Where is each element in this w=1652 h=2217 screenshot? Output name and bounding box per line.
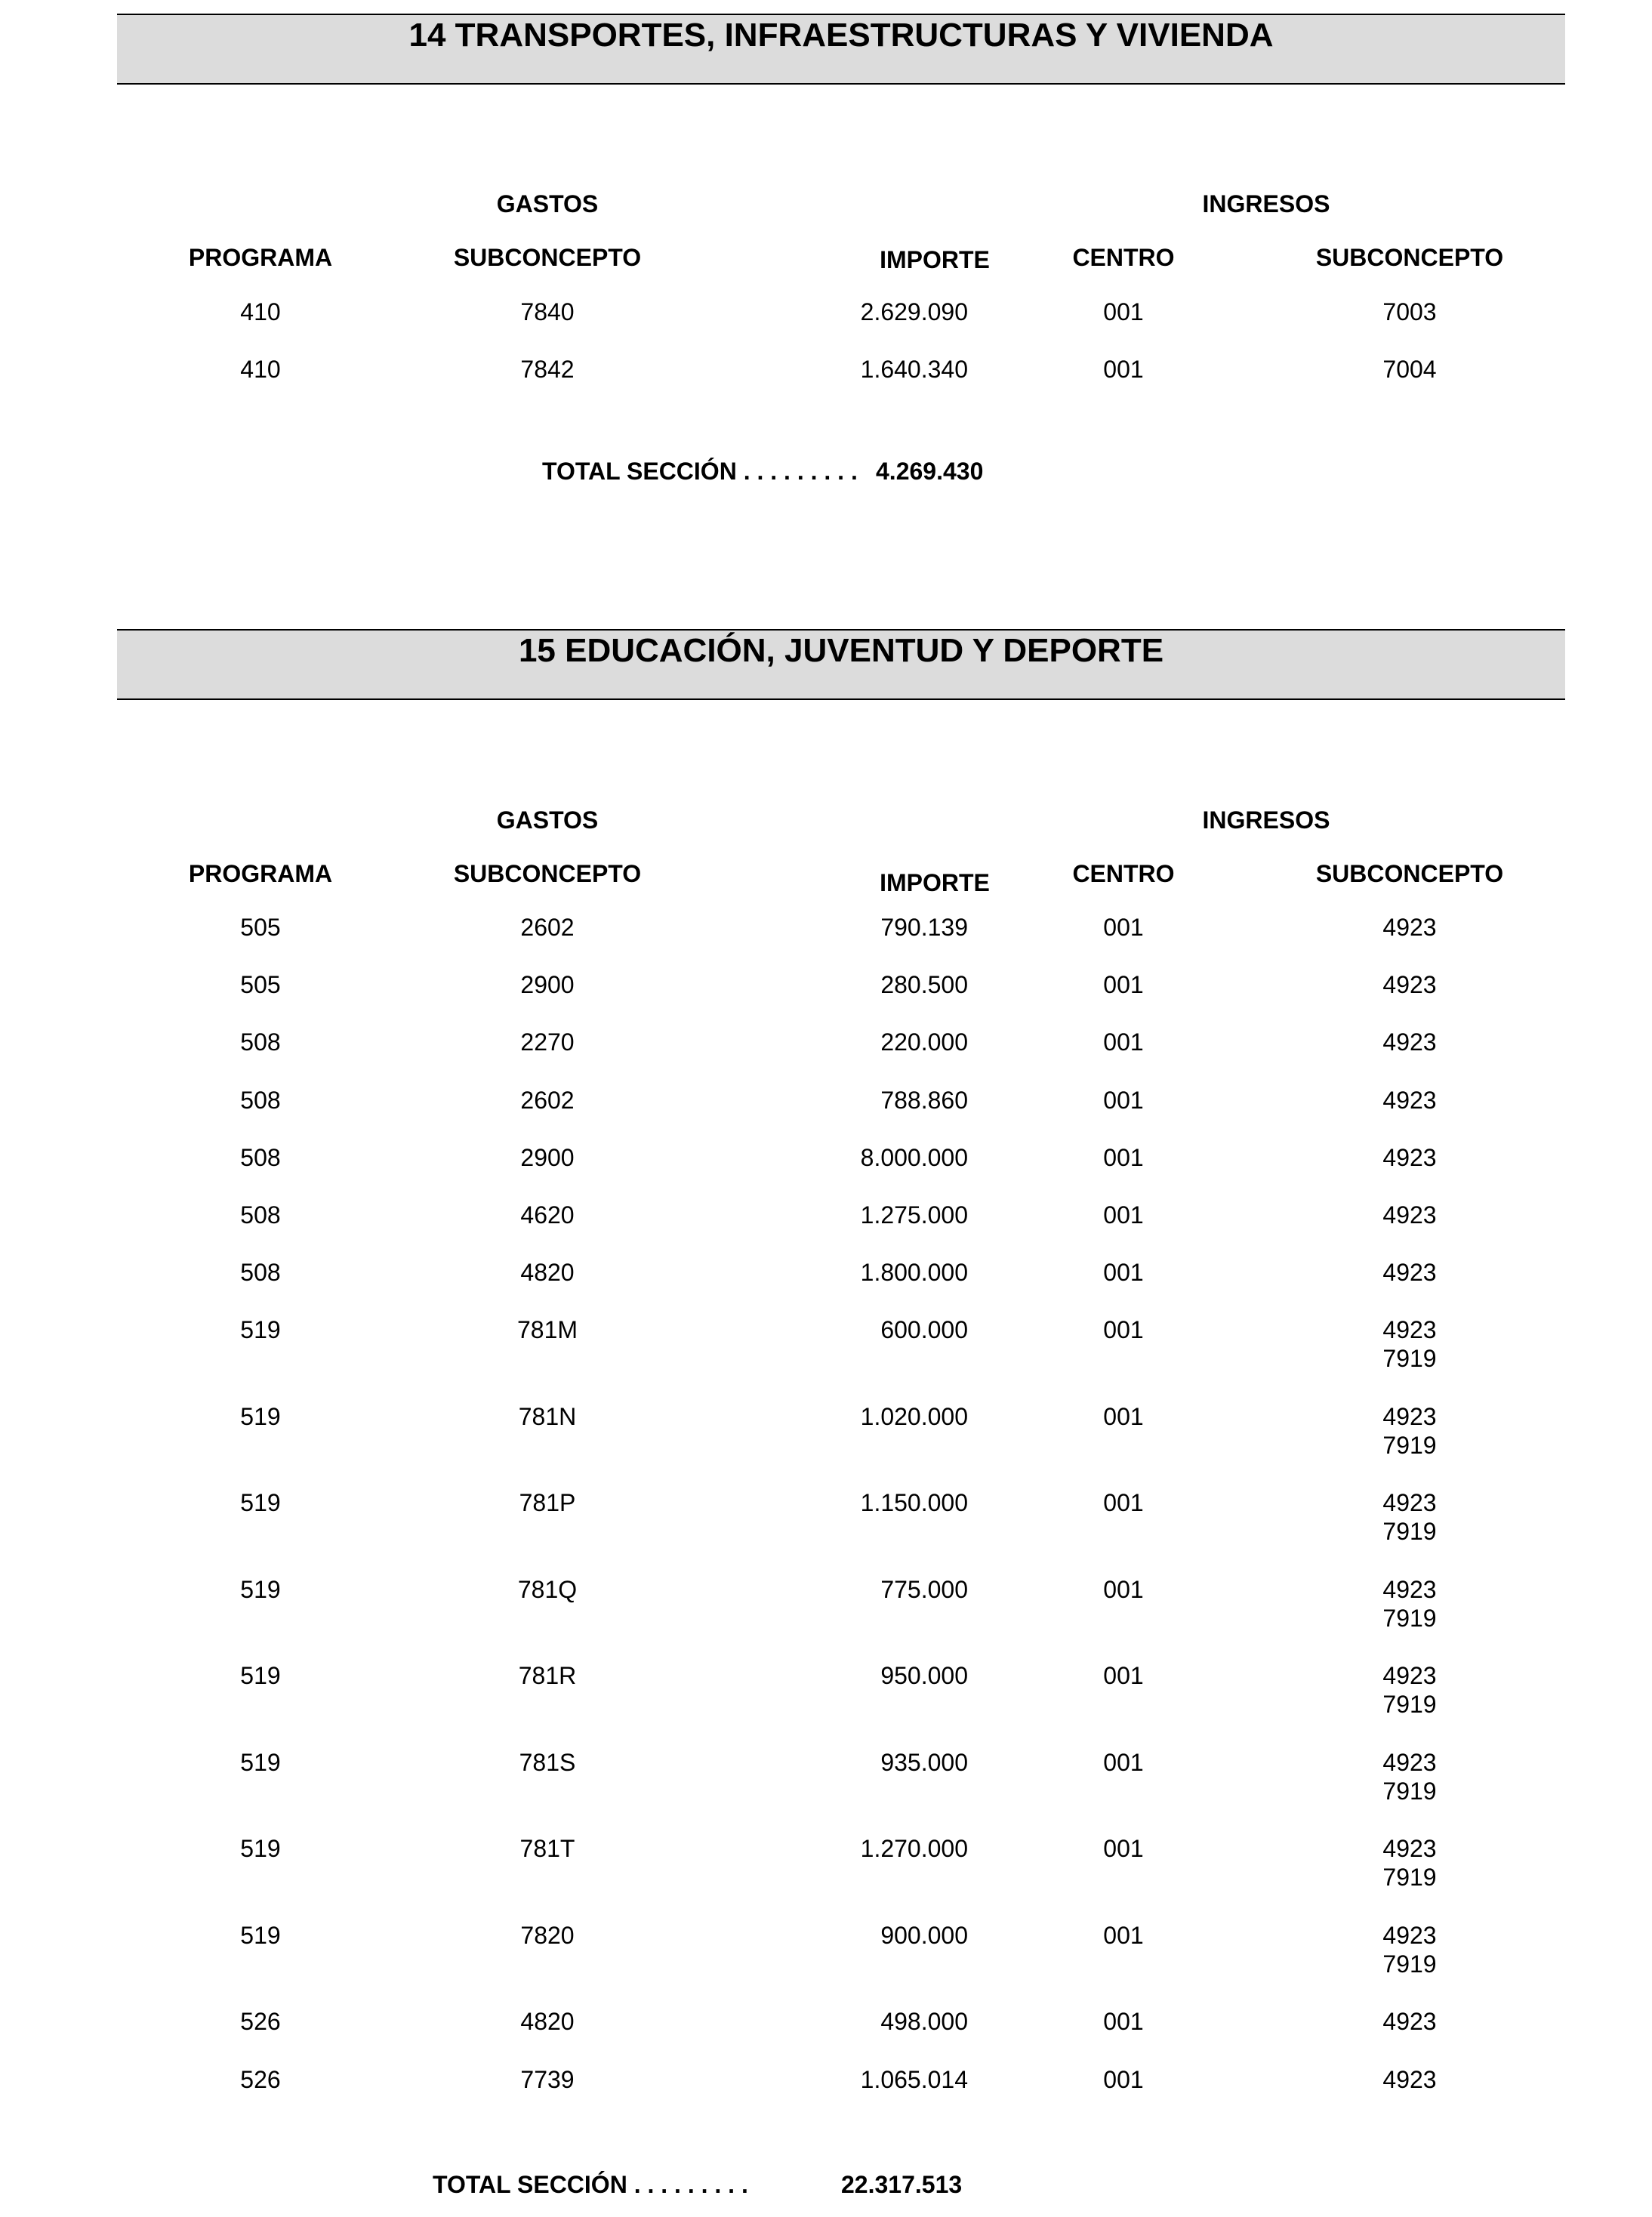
importe-cell: 600.000 xyxy=(880,1316,968,1344)
programa-cell: 519 xyxy=(240,1316,281,1344)
importe-header: IMPORTE xyxy=(880,246,990,273)
importe-cell: 1.065.014 xyxy=(860,2065,968,2093)
gastos-header: GASTOS xyxy=(496,190,599,217)
ingresos-subconcepto-value: 7919 xyxy=(1382,1604,1437,1632)
importe-cell: 498.000 xyxy=(880,2008,968,2036)
section-title: 15 EDUCACIÓN, JUVENTUD Y DEPORTE xyxy=(518,632,1164,669)
importe-cell: 790.139 xyxy=(880,914,968,941)
ingresos-subconcepto-value: 4923 xyxy=(1382,2008,1437,2036)
gastos-header: GASTOS xyxy=(496,806,599,834)
importe-cell: 1.800.000 xyxy=(860,1259,968,1287)
centro-cell: 001 xyxy=(1103,298,1144,325)
centro-cell: 001 xyxy=(1103,1835,1144,1863)
importe-cell: 788.860 xyxy=(880,1086,968,1114)
ingresos-subconcepto-value: 4923 xyxy=(1382,1402,1437,1430)
ingresos-subconcepto-value: 4923 xyxy=(1382,1835,1437,1863)
ingresos-subconcepto-cell xyxy=(1382,1402,1436,1460)
programa-cell: 508 xyxy=(240,1259,281,1287)
ingresos-subconcepto-value: 4923 xyxy=(1382,971,1437,999)
programa-header: PROGRAMA xyxy=(188,244,333,271)
ingresos-subconcepto-value: 4923 xyxy=(1382,1143,1437,1171)
ingresos-subconcepto-value: 4923 xyxy=(1382,1028,1437,1056)
total-label: TOTAL SECCIÓN . . . . . . . . . xyxy=(433,2171,748,2198)
centro-cell: 001 xyxy=(1103,1402,1144,1430)
subconcepto-cell: 781S xyxy=(519,1748,576,1776)
programa-header: PROGRAMA xyxy=(188,860,333,887)
subconcepto-cell: 2602 xyxy=(520,914,575,941)
ingresos-subconcepto-value: 7919 xyxy=(1382,1864,1437,1892)
ingresos-subconcepto-cell xyxy=(1382,1086,1436,1115)
centro-cell: 001 xyxy=(1103,1201,1144,1229)
centro-cell: 001 xyxy=(1103,1316,1144,1344)
ingresos-subconcepto-value: 4923 xyxy=(1382,1575,1437,1603)
importe-cell: 2.629.090 xyxy=(860,298,968,325)
programa-cell: 508 xyxy=(240,1201,281,1229)
ingresos-subconcepto-value: 4923 xyxy=(1382,1086,1437,1114)
importe-cell: 1.275.000 xyxy=(860,1201,968,1229)
programa-cell: 519 xyxy=(240,1402,281,1430)
ingresos-subconcepto-value: 4923 xyxy=(1382,1201,1437,1229)
ingresos-subconcepto-value: 4923 xyxy=(1382,1489,1437,1517)
ingresos-subconcepto-cell xyxy=(1382,970,1436,999)
subconcepto-cell: 781T xyxy=(519,1835,575,1863)
importe-header: IMPORTE xyxy=(880,869,990,896)
subconcepto-cell: 2270 xyxy=(520,1028,575,1056)
programa-cell: 505 xyxy=(240,971,281,999)
programa-cell: 519 xyxy=(240,1575,281,1603)
importe-cell: 935.000 xyxy=(880,1748,968,1776)
ingresos-subconcepto-cell xyxy=(1382,1834,1436,1892)
ingresos-header: INGRESOS xyxy=(1202,806,1330,834)
subconcepto-cell: 781R xyxy=(518,1662,577,1690)
ingresos-subconcepto-value: 4923 xyxy=(1382,914,1437,941)
subconcepto-ingresos-header: SUBCONCEPTO xyxy=(1315,860,1504,887)
ingresos-subconcepto-value: 7919 xyxy=(1382,1691,1437,1719)
ingresos-subconcepto-cell xyxy=(1382,1315,1436,1373)
subconcepto-cell: 4820 xyxy=(520,1259,575,1287)
subconcepto-cell: 7840 xyxy=(520,298,575,325)
ingresos-subconcepto-value: 7919 xyxy=(1382,1345,1437,1373)
importe-cell: 775.000 xyxy=(880,1575,968,1603)
ingresos-header: INGRESOS xyxy=(1202,190,1330,217)
importe-cell: 1.640.340 xyxy=(860,356,968,383)
ingresos-subconcepto-value: 4923 xyxy=(1382,1316,1437,1344)
importe-cell: 1.270.000 xyxy=(860,1835,968,1863)
ingresos-subconcepto-value: 7003 xyxy=(1382,298,1437,325)
programa-cell: 508 xyxy=(240,1086,281,1114)
subconcepto-cell: 2900 xyxy=(520,971,575,999)
centro-cell: 001 xyxy=(1103,1143,1144,1171)
section-title: 14 TRANSPORTES, INFRAESTRUCTURAS Y VIVIENDA xyxy=(408,17,1274,54)
centro-cell: 001 xyxy=(1103,1028,1144,1056)
subconcepto-cell: 7842 xyxy=(520,356,575,383)
ingresos-subconcepto-cell xyxy=(1382,355,1436,384)
programa-cell: 410 xyxy=(240,298,281,325)
importe-cell: 950.000 xyxy=(880,1662,968,1690)
subconcepto-header: SUBCONCEPTO xyxy=(453,244,642,271)
programa-cell: 519 xyxy=(240,1921,281,1949)
ingresos-subconcepto-value: 4923 xyxy=(1382,1748,1437,1776)
programa-cell: 508 xyxy=(240,1028,281,1056)
ingresos-subconcepto-cell xyxy=(1382,1661,1436,1719)
subconcepto-cell: 2602 xyxy=(520,1086,575,1114)
programa-cell: 508 xyxy=(240,1143,281,1171)
centro-cell: 001 xyxy=(1103,1662,1144,1690)
centro-cell: 001 xyxy=(1103,914,1144,941)
ingresos-subconcepto-value: 4923 xyxy=(1382,2065,1437,2093)
total-value: 22.317.513 xyxy=(841,2171,963,2198)
subconcepto-cell: 7739 xyxy=(520,2065,575,2093)
centro-cell: 001 xyxy=(1103,1489,1144,1517)
programa-cell: 505 xyxy=(240,914,281,941)
ingresos-subconcepto-cell xyxy=(1382,1488,1436,1546)
ingresos-subconcepto-cell xyxy=(1382,1028,1436,1056)
centro-cell: 001 xyxy=(1103,1086,1144,1114)
programa-cell: 519 xyxy=(240,1748,281,1776)
subconcepto-cell: 7820 xyxy=(520,1921,575,1949)
subconcepto-cell: 781M xyxy=(516,1316,578,1344)
ingresos-subconcepto-value: 4923 xyxy=(1382,1921,1437,1949)
ingresos-subconcepto-cell xyxy=(1382,1575,1436,1633)
ingresos-subconcepto-cell xyxy=(1382,2065,1436,2094)
subconcepto-cell: 2900 xyxy=(520,1143,575,1171)
ingresos-subconcepto-value: 7919 xyxy=(1382,1777,1437,1805)
subconcepto-cell: 781P xyxy=(519,1489,576,1517)
centro-cell: 001 xyxy=(1103,356,1144,383)
ingresos-subconcepto-value: 7004 xyxy=(1382,356,1437,383)
ingresos-subconcepto-cell xyxy=(1382,913,1436,942)
subconcepto-ingresos-header: SUBCONCEPTO xyxy=(1315,244,1504,271)
ingresos-subconcepto-value: 4923 xyxy=(1382,1259,1437,1287)
ingresos-subconcepto-cell xyxy=(1382,1201,1436,1229)
section-15-banner xyxy=(117,629,1565,700)
centro-cell: 001 xyxy=(1103,2065,1144,2093)
centro-cell: 001 xyxy=(1103,1921,1144,1949)
ingresos-subconcepto-cell xyxy=(1382,1921,1436,1978)
importe-cell: 220.000 xyxy=(880,1028,968,1056)
centro-cell: 001 xyxy=(1103,1259,1144,1287)
section-14-banner xyxy=(117,14,1565,85)
subconcepto-header: SUBCONCEPTO xyxy=(453,860,642,887)
centro-cell: 001 xyxy=(1103,1748,1144,1776)
importe-cell: 1.150.000 xyxy=(860,1489,968,1517)
ingresos-subconcepto-value: 7919 xyxy=(1382,1431,1437,1459)
subconcepto-cell: 4620 xyxy=(520,1201,575,1229)
ingresos-subconcepto-value: 4923 xyxy=(1382,1662,1437,1690)
centro-cell: 001 xyxy=(1103,971,1144,999)
ingresos-subconcepto-cell xyxy=(1382,298,1436,326)
centro-cell: 001 xyxy=(1103,2008,1144,2036)
ingresos-subconcepto-value: 7919 xyxy=(1382,1518,1437,1546)
programa-cell: 526 xyxy=(240,2065,281,2093)
ingresos-subconcepto-value: 7919 xyxy=(1382,1950,1437,1978)
programa-cell: 519 xyxy=(240,1835,281,1863)
importe-cell: 8.000.000 xyxy=(860,1143,968,1171)
subconcepto-cell: 781Q xyxy=(517,1575,578,1603)
importe-cell: 280.500 xyxy=(880,971,968,999)
importe-cell: 1.020.000 xyxy=(860,1402,968,1430)
ingresos-subconcepto-cell xyxy=(1382,1748,1436,1805)
subconcepto-cell: 781N xyxy=(518,1402,577,1430)
ingresos-subconcepto-cell xyxy=(1382,1258,1436,1287)
subconcepto-cell: 4820 xyxy=(520,2008,575,2036)
programa-cell: 410 xyxy=(240,356,281,383)
total-value: 4.269.430 xyxy=(876,458,984,485)
programa-cell: 519 xyxy=(240,1662,281,1690)
total-label: TOTAL SECCIÓN . . . . . . . . . xyxy=(542,458,858,485)
ingresos-subconcepto-cell xyxy=(1382,2007,1436,2036)
centro-header: CENTRO xyxy=(1072,244,1175,271)
ingresos-subconcepto-cell xyxy=(1382,1143,1436,1172)
programa-cell: 519 xyxy=(240,1489,281,1517)
importe-cell: 900.000 xyxy=(880,1921,968,1949)
centro-header: CENTRO xyxy=(1072,860,1175,887)
programa-cell: 526 xyxy=(240,2008,281,2036)
centro-cell: 001 xyxy=(1103,1575,1144,1603)
